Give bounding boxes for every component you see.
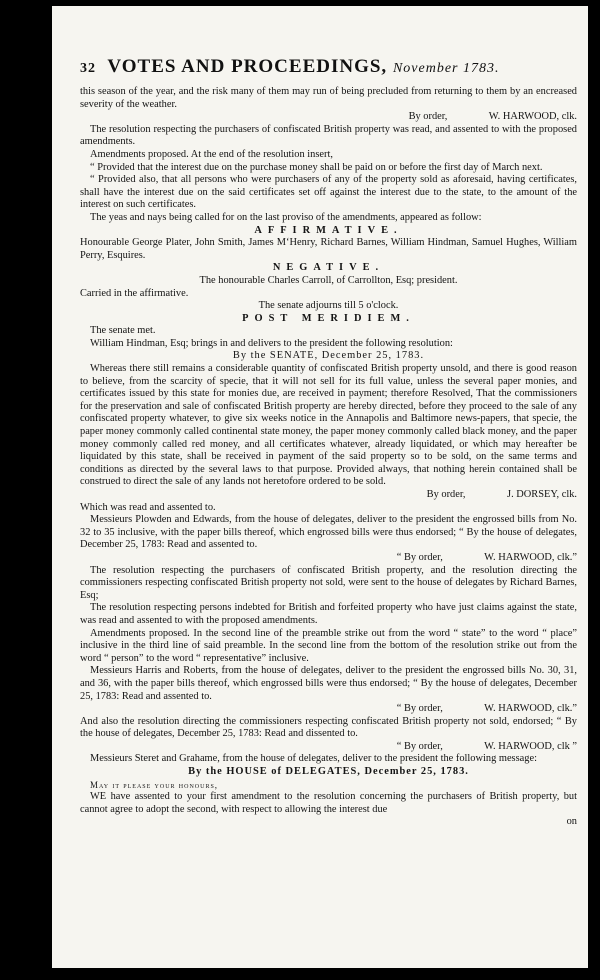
paragraph: Which was read and assented to. [80, 501, 216, 513]
negative-names: The honourable Charles Carroll, of Carrollton, Esq; president. [199, 274, 458, 286]
paragraph: WE have assented to your first amendment to the resolution concerning the purchasers of British property, but cannot agree to adopt the second, with respect to allowing the interest due [80, 791, 577, 815]
resolution-text: Whereas there still remains a considerable quantity of confiscated British property unsold, and there is good reason to believe, from the scarcity of specie, that it will not sell for its full value, unless the several paper monies, and certificates issued by this state for monies due, are received in payment; therefore Resolved, That the commissioners for the preservation and sale of confiscated British property are hereby directed, before they proceed to the sale of any confiscated property whatever, to give six weeks notice in the Annapolis and Baltimore news-papers, that specie, the paper money commonly called continental state money, the paper money commonly called black money, and the paper money commonly called red money, and all certificates whatever, already liquidated, or which may hereafter be liquidated by this state, shall be received in payment of the said property so to be sold, on the same terms and conditions as directed by the several laws to that purpose. Provided always, that nothing herein contained shall be construed to direct the sale of any lands not heretofore ordered to be sold. [80, 363, 577, 488]
house-byline: By the HOUSE of DELEGATES, December 25, 1783. [188, 766, 469, 778]
paragraph: Messieurs Plowden and Edwards, from the house of delegates, deliver to the president the engrossed bills from No. 32 to 35 inclusive, with the paper bills thereof, which engrossed bills were thus endorsed; “ By the house of delegates, December 25, 1783: Read and assented to. [80, 514, 577, 551]
salutation: May it please your honours, [90, 779, 219, 790]
page-header [80, 56, 577, 78]
paragraph: The yeas and nays being called for on the last proviso of the amendments, appeared as follow: [90, 211, 482, 223]
header-title: VOTES AND PROCEEDINGS, [107, 56, 388, 77]
paragraph: Amendments proposed. At the end of the resolution insert, [90, 148, 333, 160]
affirmative-heading: AFFIRMATIVE. [254, 224, 403, 236]
paragraph: Messieurs Harris and Roberts, from the house of delegates, deliver to the president the engrossed bills No. 30, 31, and 36, with the paper bills thereof, which engrossed bills were thus endorsed; “ By the house of delegates, December 25, 1783: Read and assented to. [80, 665, 577, 702]
catchword: on [566, 816, 577, 828]
adjournment-note: The senate adjourns till 5 o'clock. [258, 300, 399, 312]
paragraph: The resolution respecting the purchasers of confiscated British property was read, and assented to with the proposed amendments. [80, 123, 577, 148]
negative-heading: NEGATIVE. [272, 262, 385, 274]
paragraph: Messieurs Steret and Grahame, from the house of delegates, deliver to the president the following message: [90, 753, 537, 765]
paragraph: Amendments proposed. In the second line of the preamble strike out from the word “ state” to the word “ place” inclusive in the third line of said preamble. In the second line from the bottom of the resolution strike out from the word “ person” to the word “ representative” inclusive. [80, 627, 577, 664]
paragraph: Carried in the affirmative. [80, 287, 189, 299]
paragraph: William Hindman, Esq; brings in and delivers to the president the following resolution: [90, 337, 453, 349]
page-number: 32 [80, 61, 96, 76]
senate-byline: By the SENATE, December 25, 1783. [232, 350, 425, 362]
signature-line: “ By order, W. HARWOOD, clk ” [396, 740, 577, 752]
signature-line: By order, J. DORSEY, clk. [426, 489, 577, 500]
paragraph: And also the resolution directing the commissioners respecting confiscated British property not sold, endorsed; “ By the house of delegates, December 25, 1783: Read and dissented to. [80, 715, 577, 740]
header-date: November 1783. [392, 61, 500, 76]
affirmative-names: Honourable George Plater, John Smith, James M‘Henry, Richard Barnes, William Hindman, Samuel Hughes, William Perry, Esquires. [80, 237, 577, 261]
signature-line: “ By order, W. HARWOOD, clk.” [396, 703, 577, 715]
paragraph: “ Provided also, that all persons who were purchasers of any of the property sold as aforesaid, having certificates, shall have the interest due on the said certificates set off against the interest due to the state, to the amount of the interest on such certificates. [80, 174, 577, 211]
signature-line: By order, W. HARWOOD, clk. [408, 111, 577, 123]
text-column [80, 86, 577, 829]
paragraph: this season of the year, and the risk many of them may run of being precluded from returning to them by an encreased severity of the weather. [80, 86, 577, 110]
paragraph: “ Provided that the interest due on the purchase money shall be paid on or before the first day of March next. [90, 161, 543, 173]
post-meridiem-heading: POST MERIDIEM. [242, 312, 415, 324]
paragraph: The resolution respecting the purchasers of confiscated British property, and the resolution directing the commissioners respecting confiscated British property not sold, were sent to the house of delegates by Richard Barnes, Esq; [80, 564, 577, 601]
paragraph: The senate met. [90, 325, 156, 337]
signature-line: “ By order, W. HARWOOD, clk.” [396, 551, 577, 563]
paragraph: The resolution respecting persons indebted for British and forfeited property who have just claims against the state, was read and assented to with the proposed amendments. [80, 602, 577, 626]
document-page [52, 6, 588, 968]
